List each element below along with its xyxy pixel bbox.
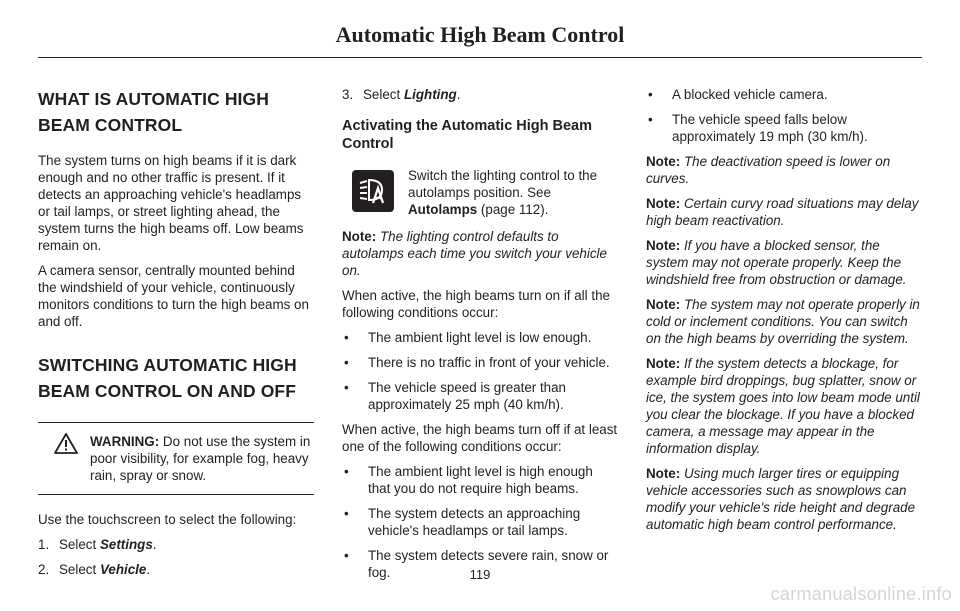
list-item: • The ambient light level is high enough that you do not require high beams.	[344, 464, 593, 496]
list-item: • The vehicle speed falls below approximately 19 mph (30 km/h).	[648, 112, 868, 144]
note: Note: The deactivation speed is lower on curves.	[646, 154, 891, 186]
cross-reference-link[interactable]: Autolamps	[408, 202, 478, 217]
note: Note: Using much larger tires or equipping vehicle accessories such as snowplows can modify your vehicle's ride height and degrade automatic high beam control performance.	[646, 466, 916, 532]
column-1	[38, 86, 314, 586]
page-title: Automatic High Beam Control	[335, 22, 625, 47]
section-heading-switching: SWITCHING AUTOMATIC HIGH BEAM CONTROL ON AND OFF	[38, 355, 297, 401]
list-item: • The ambient light level is low enough.	[344, 330, 592, 345]
list-item: 3. Select Lighting.	[342, 87, 461, 102]
menu-target: Vehicle	[99, 562, 147, 577]
section-heading-what-is: WHAT IS AUTOMATIC HIGH BEAM CONTROL	[38, 89, 269, 135]
list-item: • The system detects severe rain, snow or fog.	[344, 548, 609, 580]
warning-label: WARNING:	[90, 434, 160, 449]
paragraph: When active, the high beams turn off if at least one of the following conditions occur:	[342, 422, 618, 454]
list-item: 1. Select Settings.	[38, 537, 157, 552]
note: Note: The lighting control defaults to autolamps each time you switch your vehicle on.	[342, 229, 607, 278]
list-item: 2. Select Vehicle.	[38, 562, 151, 577]
menu-target: Settings	[99, 537, 153, 552]
section-heading-activating: Activating the Automatic High Beam Control	[342, 118, 593, 152]
list-item: • The system detects an approaching vehicle's headlamps or tail lamps.	[344, 506, 581, 538]
paragraph: A camera sensor, centrally mounted behind the windshield of your vehicle, continuously monitors conditions to turn the high beams on and off.	[38, 263, 309, 329]
list-item: • The vehicle speed is greater than approximately 25 mph (40 km/h).	[344, 380, 567, 412]
note: Note: If you have a blocked sensor, the system may not operate properly. Keep the windshield free from obstruction or damage.	[646, 238, 907, 287]
note: Note: If the system detects a blockage, for example bird droppings, bug splatter, snow or ice, the system goes into low beam mode until you clear the blockage. If you have a blocked camera, a message may appear in the information display.	[646, 356, 920, 456]
paragraph: When active, the high beams turn on if all the following conditions occur:	[342, 288, 610, 320]
warning-text: Do not use the system in poor visibility, for example fog, heavy rain, spray or snow.	[90, 434, 311, 483]
watermark: carmanualsonline.info	[770, 584, 952, 604]
column-2	[342, 86, 618, 589]
warning-box	[38, 422, 314, 495]
autolamps-instruction: Switch the lighting control to the autolamps position. See Autolamps (page 112).	[342, 167, 618, 218]
list-item: • A blocked vehicle camera.	[648, 87, 828, 102]
note: Note: The system may not operate properly in cold or inclement conditions. You can switch on the high beams by overriding the system.	[646, 297, 920, 346]
warning-triangle-icon	[54, 433, 78, 454]
page-number: 119	[469, 567, 491, 582]
column-3	[646, 86, 922, 541]
autolamps-icon	[352, 170, 394, 212]
paragraph: Use the touchscreen to select the following:	[38, 512, 297, 527]
paragraph: The system turns on high beams if it is dark enough and no other traffic is present. If it detects an approaching vehicle's headlamps or tail lamps, or street lighting ahead, the system turns the high beams off. Low beams remain on.	[38, 153, 304, 253]
note: Note: Certain curvy road situations may delay high beam reactivation.	[646, 196, 919, 228]
title-divider	[38, 57, 922, 58]
list-item: • There is no traffic in front of your vehicle.	[344, 355, 610, 370]
menu-target: Lighting	[403, 87, 457, 102]
